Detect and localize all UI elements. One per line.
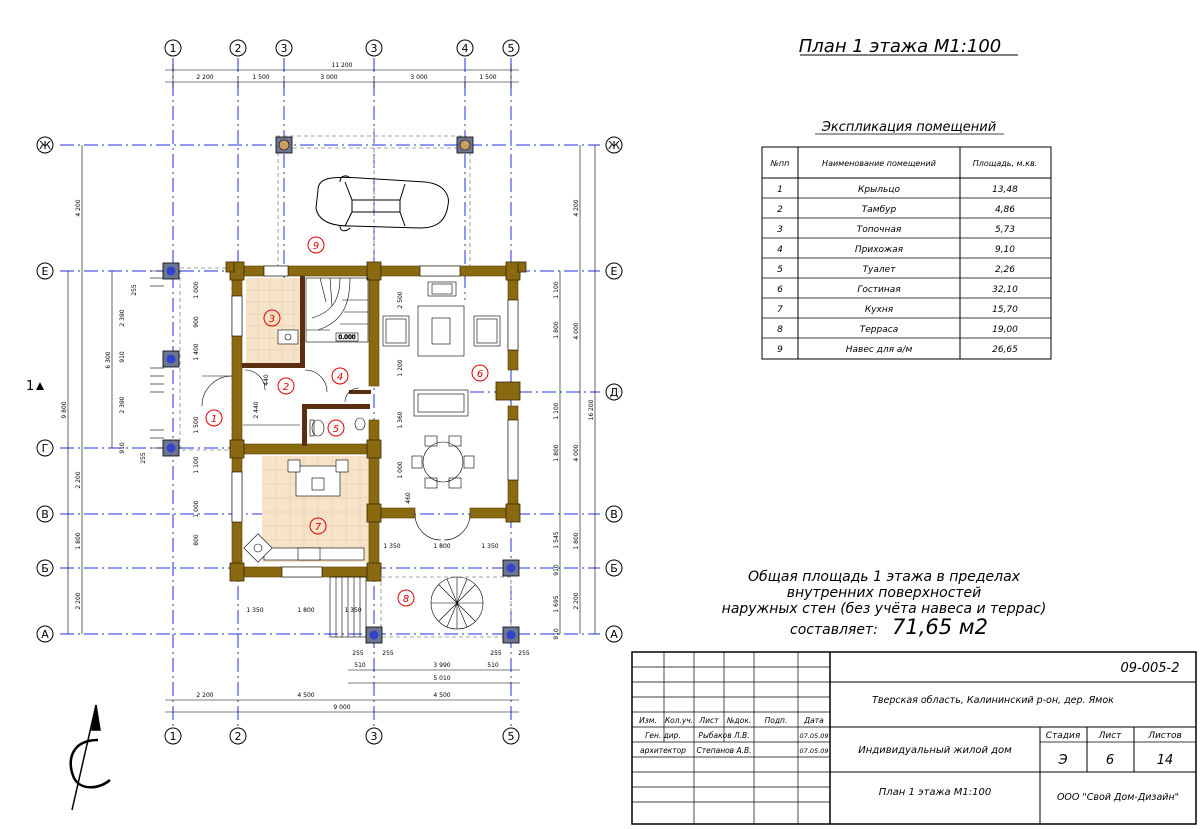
svg-text:3 990: 3 990 xyxy=(433,662,451,669)
svg-text:Прихожая: Прихожая xyxy=(854,245,904,255)
svg-text:510: 510 xyxy=(487,662,499,669)
svg-text:2 200: 2 200 xyxy=(75,471,82,489)
svg-text:4 200: 4 200 xyxy=(75,199,82,217)
svg-text:1 100: 1 100 xyxy=(553,402,560,420)
axis-label-b3: 3 xyxy=(370,730,378,743)
svg-text:2 200: 2 200 xyxy=(75,592,82,610)
svg-text:Рыбаков Л.В.: Рыбаков Л.В. xyxy=(698,731,750,740)
svg-text:А: А xyxy=(41,628,49,641)
svg-text:1 350: 1 350 xyxy=(246,607,264,614)
svg-text:внутренних поверхностей: внутренних поверхностей xyxy=(786,585,982,601)
svg-text:255: 255 xyxy=(518,650,530,657)
room-label-7: 7 xyxy=(314,522,322,533)
svg-text:15,70: 15,70 xyxy=(992,305,1018,315)
svg-text:Лист: Лист xyxy=(699,716,719,725)
svg-text:Кухня: Кухня xyxy=(864,305,894,315)
svg-text:1 000: 1 000 xyxy=(397,461,404,479)
svg-text:4 200: 4 200 xyxy=(573,199,580,217)
svg-text:2 500: 2 500 xyxy=(397,291,404,309)
svg-text:1 400: 1 400 xyxy=(193,343,200,361)
svg-text:Ж: Ж xyxy=(608,139,620,152)
svg-text:07.05.09: 07.05.09 xyxy=(799,732,829,740)
svg-text:1 800: 1 800 xyxy=(433,543,451,550)
svg-text:5,73: 5,73 xyxy=(994,225,1016,235)
svg-text:8: 8 xyxy=(777,325,783,335)
svg-text:Б: Б xyxy=(41,562,49,575)
svg-text:Степанов А.В.: Степанов А.В. xyxy=(696,746,752,755)
svg-text:А: А xyxy=(610,628,618,641)
axis-label-v2: 2 xyxy=(234,42,242,55)
svg-text:2 200: 2 200 xyxy=(573,592,580,610)
room-label-3: 3 xyxy=(268,314,276,325)
svg-text:6 300: 6 300 xyxy=(105,351,112,369)
svg-text:Крыльцо: Крыльцо xyxy=(858,185,900,195)
svg-text:4,86: 4,86 xyxy=(994,205,1016,215)
svg-text:1 000: 1 000 xyxy=(193,281,200,299)
svg-text:В: В xyxy=(610,508,618,521)
svg-text:19,00: 19,00 xyxy=(992,325,1018,335)
svg-text:26,65: 26,65 xyxy=(992,345,1018,355)
svg-text:3 000: 3 000 xyxy=(320,74,338,81)
svg-text:Стадия: Стадия xyxy=(1045,731,1081,741)
svg-text:13,48: 13,48 xyxy=(992,185,1018,195)
porch-left xyxy=(150,263,232,456)
svg-text:1 500: 1 500 xyxy=(193,416,200,434)
svg-text:Лист: Лист xyxy=(1098,731,1122,741)
boiler xyxy=(278,330,298,344)
svg-text:3: 3 xyxy=(777,225,783,235)
svg-text:Изм.: Изм. xyxy=(639,716,657,725)
sheet-value: 6 xyxy=(1105,753,1115,768)
svg-text:1 100: 1 100 xyxy=(553,281,560,299)
svg-text:2 200: 2 200 xyxy=(196,692,214,699)
dim-top-total: 11 200 xyxy=(331,62,353,69)
svg-text:9 800: 9 800 xyxy=(61,401,68,419)
svg-text:910: 910 xyxy=(553,564,560,576)
svg-text:Д: Д xyxy=(609,386,619,399)
total-area-value: 71,65 м2 xyxy=(892,615,988,639)
drawing-title: План 1 этажа М1:100 xyxy=(798,36,1002,57)
svg-text:255: 255 xyxy=(490,650,502,657)
section-arrow-icon xyxy=(36,382,44,390)
svg-text:1 545: 1 545 xyxy=(553,531,560,549)
svg-text:Терраса: Терраса xyxy=(859,325,899,335)
svg-text:1 500: 1 500 xyxy=(252,74,270,81)
svg-text:4: 4 xyxy=(777,245,783,255)
svg-text:Ген. дир.: Ген. дир. xyxy=(645,731,681,740)
room-label-4: 4 xyxy=(336,372,344,383)
title-block xyxy=(632,652,1196,824)
level-mark: 0.000 xyxy=(338,334,356,341)
axis-label-v4: 4 xyxy=(461,42,469,55)
svg-text:5: 5 xyxy=(777,265,783,275)
svg-text:9 000: 9 000 xyxy=(333,704,351,711)
axis-bubbles-top xyxy=(165,40,519,56)
room-label-8: 8 xyxy=(402,594,410,605)
svg-text:Е: Е xyxy=(610,265,618,278)
svg-text:2 390: 2 390 xyxy=(119,309,126,327)
room-label-1: 1 xyxy=(210,414,218,425)
svg-text:1 800: 1 800 xyxy=(75,532,82,550)
object-name: Индивидуальный жилой дом xyxy=(858,745,1012,756)
axis-label-b2: 2 xyxy=(234,730,242,743)
axis-bubbles-bottom xyxy=(165,728,519,744)
svg-text:1 350: 1 350 xyxy=(344,607,362,614)
svg-text:Подп.: Подп. xyxy=(764,716,788,725)
svg-text:9: 9 xyxy=(777,345,783,355)
svg-text:6: 6 xyxy=(777,285,783,295)
stage-value: Э xyxy=(1058,753,1068,768)
svg-text:1 800: 1 800 xyxy=(553,321,560,339)
svg-text:1 800: 1 800 xyxy=(573,532,580,550)
svg-text:4 000: 4 000 xyxy=(573,444,580,462)
svg-text:Туалет: Туалет xyxy=(862,265,896,275)
svg-text:2 440: 2 440 xyxy=(253,401,260,419)
svg-text:5 010: 5 010 xyxy=(433,675,451,682)
axis-label-b5: 5 xyxy=(507,730,515,743)
north-arrow-icon xyxy=(71,705,110,810)
svg-text:910: 910 xyxy=(119,351,126,363)
svg-text:255: 255 xyxy=(131,284,138,296)
svg-text:1 800: 1 800 xyxy=(297,607,315,614)
svg-text:1 000: 1 000 xyxy=(193,500,200,518)
room-label-9: 9 xyxy=(312,241,320,252)
sheet-name: План 1 этажа М1:100 xyxy=(878,787,992,798)
svg-text:1 695: 1 695 xyxy=(553,595,560,613)
svg-text:255: 255 xyxy=(352,650,364,657)
explication-header-num: №пп xyxy=(770,159,790,168)
svg-text:910: 910 xyxy=(119,442,126,454)
svg-text:16 200: 16 200 xyxy=(588,399,595,421)
svg-text:1 360: 1 360 xyxy=(397,411,404,429)
svg-text:3 000: 3 000 xyxy=(410,74,428,81)
dimensions-right xyxy=(560,145,595,634)
explication-rows xyxy=(777,185,1018,355)
project-address: Тверская область, Калининский р-он, дер. Ямок xyxy=(872,695,1114,706)
axis-bubbles-right xyxy=(606,137,622,642)
svg-text:2 200: 2 200 xyxy=(196,74,214,81)
svg-text:Б: Б xyxy=(610,562,618,575)
svg-text:440: 440 xyxy=(263,374,270,386)
axis-label-v3b: 3 xyxy=(370,42,378,55)
svg-text:Г: Г xyxy=(41,442,49,455)
svg-text:4 500: 4 500 xyxy=(297,692,315,699)
explication-title: Экспликация помещений xyxy=(821,120,997,135)
car-icon xyxy=(316,176,448,231)
umbrella-icon xyxy=(431,577,483,629)
staircase xyxy=(306,278,368,342)
dimensions-left xyxy=(68,145,112,634)
svg-text:32,10: 32,10 xyxy=(992,285,1018,295)
svg-text:4 000: 4 000 xyxy=(573,322,580,340)
svg-text:4 500: 4 500 xyxy=(433,692,451,699)
company-name: ООО "Свой Дом-Дизайн" xyxy=(1056,792,1180,803)
explication-header-area: Площадь, м.кв. xyxy=(972,159,1038,168)
svg-text:255: 255 xyxy=(382,650,394,657)
svg-text:Топочная: Топочная xyxy=(856,225,902,235)
svg-text:2: 2 xyxy=(777,205,783,215)
svg-text:7: 7 xyxy=(777,305,783,315)
svg-text:255: 255 xyxy=(140,452,147,464)
svg-text:2,26: 2,26 xyxy=(994,265,1016,275)
svg-text:1 200: 1 200 xyxy=(397,359,404,377)
svg-text:Общая площадь 1 этажа в предел: Общая площадь 1 этажа в пределах xyxy=(748,569,1020,585)
svg-text:1 500: 1 500 xyxy=(479,74,497,81)
svg-text:Навес для а/м: Навес для а/м xyxy=(845,345,913,355)
svg-text:Листов: Листов xyxy=(1148,731,1182,741)
svg-text:460: 460 xyxy=(405,492,412,504)
axis-label-v5: 5 xyxy=(507,42,515,55)
svg-text:Гостиная: Гостиная xyxy=(857,285,901,295)
svg-text:1 350: 1 350 xyxy=(383,543,401,550)
svg-text:наружных стен (без учёта навес: наружных стен (без учёта навеса и террас) xyxy=(721,601,1047,617)
svg-text:1 800: 1 800 xyxy=(553,444,560,462)
svg-text:510: 510 xyxy=(354,662,366,669)
living-room-furniture xyxy=(383,282,500,488)
sheets-value: 14 xyxy=(1156,753,1174,768)
svg-text:архитектор: архитектор xyxy=(640,746,686,755)
svg-text:составляет:: составляет: xyxy=(790,622,878,638)
axis-label-b1: 1 xyxy=(169,730,177,743)
room-label-6: 6 xyxy=(476,369,484,380)
svg-text:№док.: №док. xyxy=(726,716,752,725)
svg-text:800: 800 xyxy=(193,534,200,546)
room-label-5: 5 xyxy=(332,424,340,435)
svg-text:В: В xyxy=(41,508,49,521)
section-marker: 1 xyxy=(26,379,35,394)
svg-text:1: 1 xyxy=(777,185,783,195)
svg-text:Дата: Дата xyxy=(804,716,824,725)
svg-text:Е: Е xyxy=(41,265,49,278)
svg-text:9,10: 9,10 xyxy=(994,245,1016,255)
svg-text:2 390: 2 390 xyxy=(119,396,126,414)
area-note xyxy=(722,569,1047,639)
svg-text:Тамбур: Тамбур xyxy=(861,205,897,215)
svg-text:910: 910 xyxy=(553,628,560,640)
svg-text:Ж: Ж xyxy=(39,139,51,152)
svg-text:Кол.уч.: Кол.уч. xyxy=(664,716,694,725)
explication-header-name: Наименование помещений xyxy=(822,159,936,168)
project-code: 09-005-2 xyxy=(1120,661,1180,676)
svg-text:1 350: 1 350 xyxy=(481,543,499,550)
axis-label-v3a: 3 xyxy=(280,42,288,55)
svg-text:1 100: 1 100 xyxy=(193,456,200,474)
axis-label-v1: 1 xyxy=(169,42,177,55)
svg-text:900: 900 xyxy=(193,316,200,328)
room-label-2: 2 xyxy=(282,382,290,393)
svg-text:07.05.09: 07.05.09 xyxy=(799,747,829,755)
